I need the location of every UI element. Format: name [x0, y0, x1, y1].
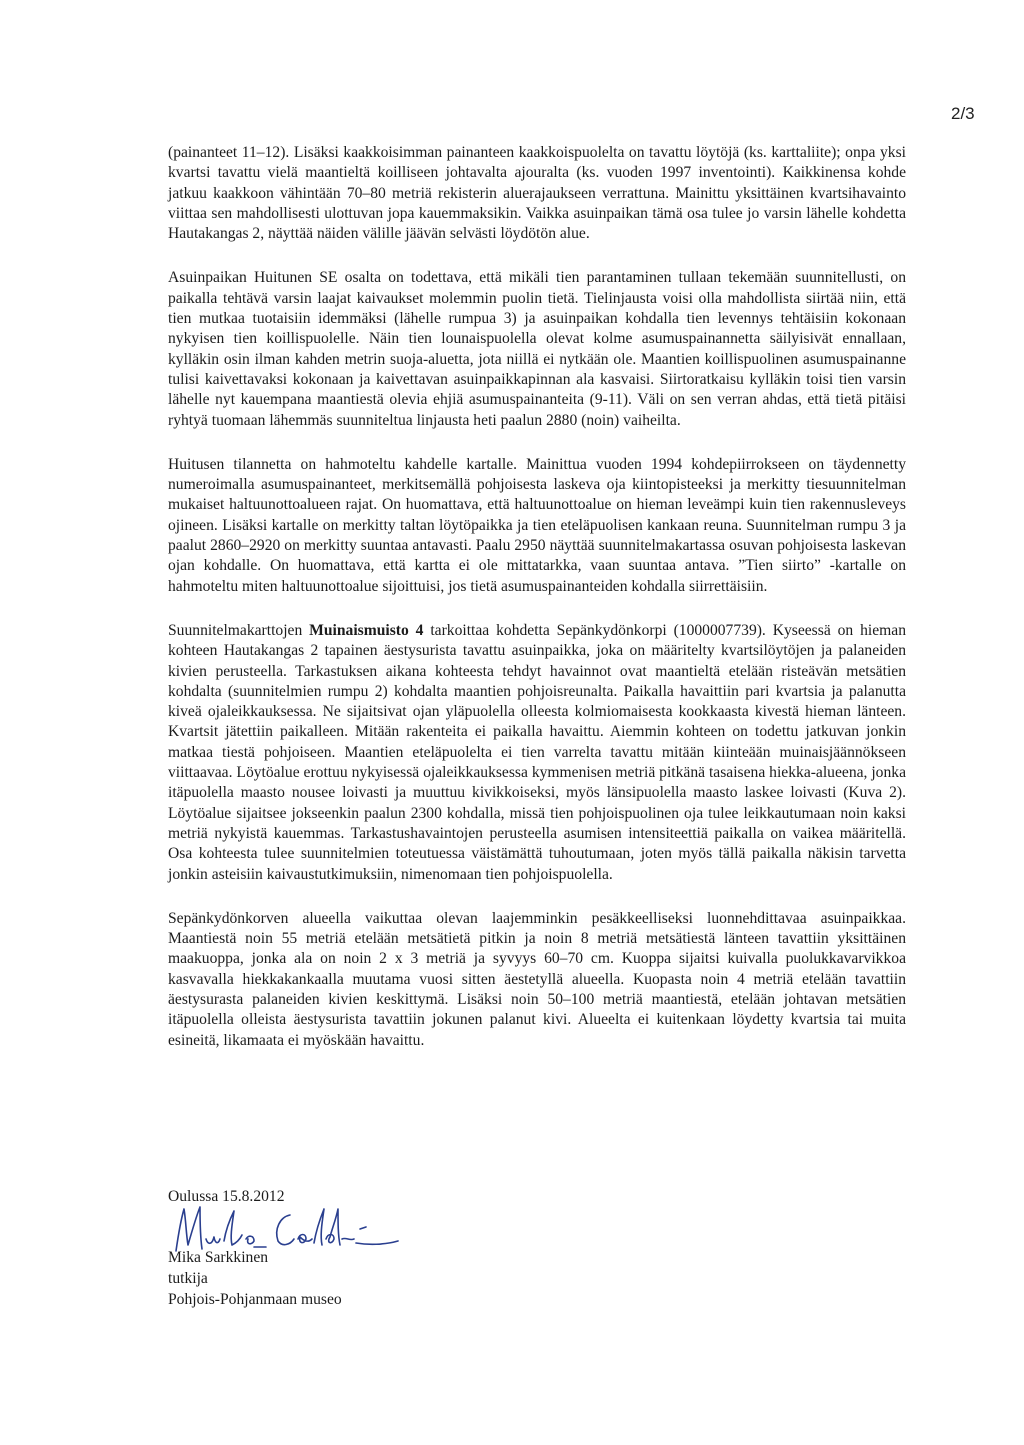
place-date: Oulussa 15.8.2012 — [168, 1188, 285, 1205]
signatory-organization: Pohjois-Pohjanmaan museo — [168, 1291, 342, 1308]
paragraph-3: Huitusen tilannetta on hahmoteltu kahdelle kartalle. Mainittua vuoden 1994 kohdepiirrokseen on täydennetty numeroimalla asumuspainanteet, merkitsemällä pohjoisesta laskeva oja kiintopisteeksi ja merkitty tiesuunnitelman mukaiset haltuunottoalueen rajat. On huomattava, että haltuunottoalue on hieman leveämpi kuin tien rakennusleveys ojineen. Lisäksi kartalle on merkitty taltan löytöpaikka ja tien eteläpuolisen kankaan reuna. Suunnitelman rumpu 3 ja paalut 2860–2920 on merkitty suuntaa antavasti. Paalu 2950 näyttää suunnitelmakartassa osuvan pohjoisesta laskevan ojan kohdalle. On huomattava, että kartta ei ole mittatarkka, vaan suuntaa antava. ”Tien siirto” -kartalle on hahmoteltu miten haltuunottoalue sijoittuisi, jos tietä asumuspainanteiden kohdalla siirrettäisiin. — [168, 455, 906, 595]
page-number: 2/3 — [951, 104, 975, 123]
paragraph-2: Asuinpaikan Huitunen SE osalta on todettava, että mikäli tien parantaminen tullaan tekemään suunnitellusti, on paikalla tehtävä varsin laajat kaivaukset molemmin puolin tietä. Tielinjausta voisi olla mahdollista siirtää niin, että tien mutkaa tuotaisiin idemmäksi (lähelle rumpua 3) ja asuinpaikan kohdalla tien levennys tehtäisiin kokonaan nykyisen tien koillispuolelle. Näin tien lounaispuolella olevat kolme asumuspainannetta säilyisivät ennallaan, kylläkin osin ilman kahden metrin suoja-aluetta, jota niillä ei nytkään ole. Maantien koillispuolinen asumuspainanne tulisi kaivettavaksi kokonaan ja kaivettavan asuinpaikkapinnan ala kasvaisi. Siirtoratkaisu kylläkin toisi tien varsin lähelle nyt kauempana maantiestä olevia ehjiä asumuspainanteita (9-11). Väli on sen verran ahdas, että tietä pitäisi ryhtyä tuomaan lähemmäs suunniteltua linjausta heti paalun 2880 (noin) vaiheilta. — [168, 269, 906, 429]
paragraph-5: Sepänkydönkorven alueella vaikuttaa olevan laajemminkin pesäkkeelliseksi luonnehdittavaa asuinpaikkaa. Maantiestä noin 55 metriä etelään metsätietä pitkin ja noin 8 metriä metsätiestä länteen tavattiin yksittäinen maakuoppa, jonka ala on noin 2 x 3 metriä ja syvyys 60–70 cm. Kuoppa sijaitsi kuivalla puolukkavarvikkoa kasvavalla hiekkakankaalla muutama vuosi sitten äestetyllä alueella. Kuopasta noin 4 metriä etelään tavattiin äestysurasta palaneiden kivien keskittymä. Lisäksi noin 50–100 metriä maantiestä, etelään johtavan metsätien itäpuolella olleista äestysurista tavattiin jokunen palanut kivi. Alueelta ei kuitenkaan löydetty kvartsia tai muita esineitä, likamaata ei myöskään havaittu. — [168, 909, 906, 1049]
paragraph-4-rest: tarkoittaa kohdetta Sepänkydönkorpi (1000007739). Kyseessä on hieman kohteen Hautakangas 2 tapainen äestysurista tavattu asuinpaikka, joka on määritelty kvartsilöytöjen ja palaneiden kivien perusteella. Tarkastuksen aikana kohteesta tehdyt havainnot ovat maantieltä etelään risteävän metsätien kohdalta (suunnitelmien rumpu 2) kohdalta maantien pohjoisreunalta. Paikalla havaittiin pari kvartsia ja palanutta kiveä ojaleikkauksessa. Ne sijaitsivat ojan yläpuolella olleesta kolmiomaisesta kookkaasta kivestä hieman länteen. Kvartsit jätettiin paikalleen. Mitään rakenteita ei paikalla havaittu. Aiemmin kohteen on todettu jatkuvan jonkin matkaa tiestä pohjoiseen. Maantien eteläpuolelta ei tien varrelta tavattu mitään kiinteään muinaisjäännökseen viittaavaa. Löytöalue erottuu nykyisessä ojaleikkauksessa kymmenisen metriä pitkänä tasaisena hiekka-alueena, jonka itäpuolella maasto nousee loivasti ja muuttuu kivikkoiseksi, myös länsipuolella maasto laskee loivasti (Kuva 2). Löytöalue sijaitsee jokseenkin paalun 2300 kohdalla, missä tien pohjoispuolinen oja tulee leikkautumaan noin kaksi metriä nykyistä kauemmas. Tarkastushavaintojen perusteella asumisen intensiteettiä paikalla on vaikea määritellä. Osa kohteesta tulee suunnitelmien toteutuessa väistämättä tuhoutumaan, joten myös tällä paikalla näkisin tarvetta jonkin asteisiin kaivaustutkimuksiin, nimenomaan tien pohjoispuolella. — [168, 621, 906, 883]
paragraph-4 — [168, 621, 906, 885]
paragraph-1: (painanteet 11–12). Lisäksi kaakkoisimman painanteen kaakkoispuolelta on tavattu löytöjä (ks. karttaliite); onpa yksi kvartsi tavattu vielä maantieltä koilliseen johtavalta ajouralta (ks. vuoden 1997 inventointi). Kaikkinensa kohde jatkuu kaakkoon vähintään 70–80 metriä rekisterin aluerajaukseen verrattuna. Mainittu yksittäinen kvartsihavainto viittaa sen mahdollisesti ulottuvan jopa kauemmaksikin. Vaikka asuinpaikan tämä osa tulee jo varsin lähelle kohdetta Hautakangas 2, näyttää näiden välille jäävän selvästi löydötön alue. — [168, 144, 906, 243]
closing-block — [168, 1186, 568, 1310]
letter-body — [168, 143, 906, 1075]
paragraph-4-lead: Suunnitelmakarttojen — [168, 621, 310, 639]
signatory-name: Mika Sarkkinen — [168, 1249, 269, 1266]
site-name-bold: Muinaismuisto 4 — [309, 621, 424, 639]
signatory-title: tutkija — [168, 1270, 208, 1287]
signatory-block — [168, 1247, 568, 1310]
